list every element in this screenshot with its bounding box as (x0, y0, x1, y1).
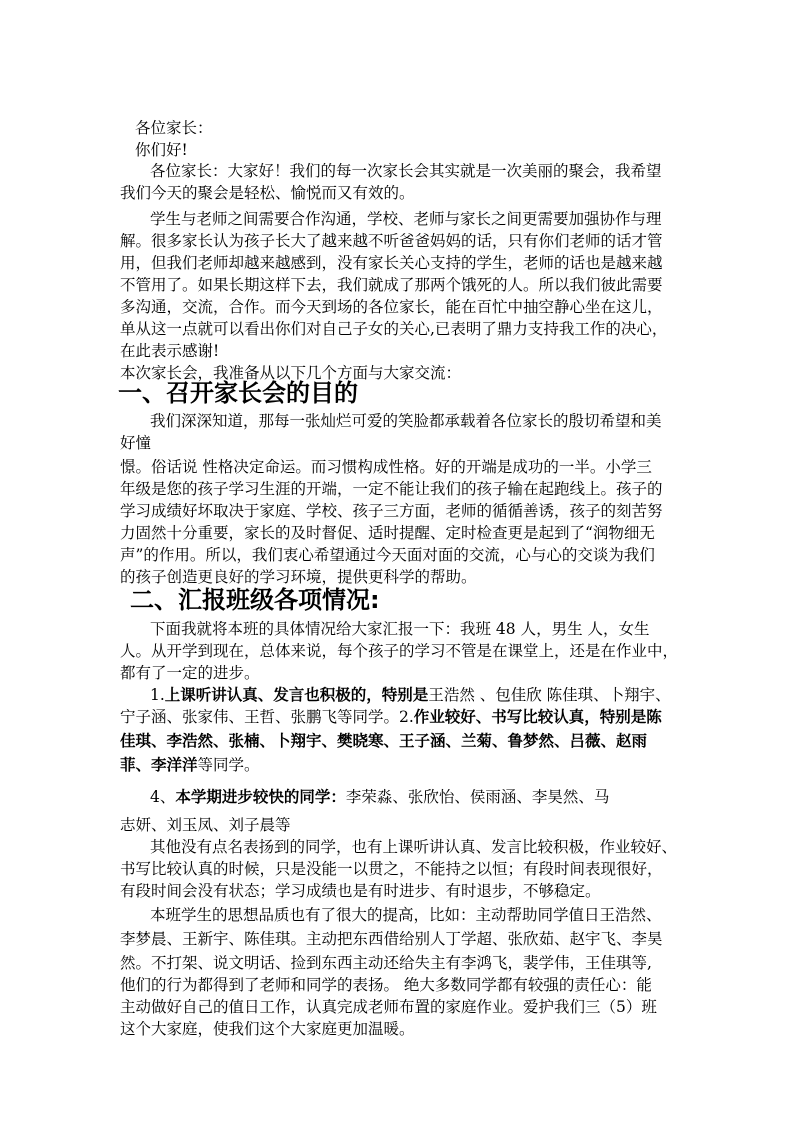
section-1-line-2: 好憧 (120, 434, 152, 452)
intro-paragraph-1-line-2: 我们今天的聚会是轻松、愉悦而又有效的。 (120, 184, 415, 202)
section-1-line-8: 的孩子创造更良好的学习环境，提供更科学的帮助。 (120, 568, 477, 586)
praise-item-4-line-2: 志妍、刘玉凤、刘子晨等 (120, 816, 291, 834)
praise-item-2-line-2 (120, 730, 647, 752)
section-1-line-3: 憬。俗话说 性格决定命运。而习惯构成性格。好的开端是成功的一半。小学三 (120, 458, 652, 476)
intro-paragraph-1-line-1: 各位家长：大家好！我们的每一次家长会其实就是一次美丽的聚会，我希望 (150, 162, 662, 180)
greeting-line-2: 你们好! (135, 141, 188, 159)
other-students-line-3: 有段时间会没有状态；学习成绩也是有时进步、有时退步，不够稳定。 (120, 882, 601, 900)
intro-paragraph-2-line-1: 学生与老师之间需要合作沟通，学校、老师与家长之间更需要加强协作与理 (150, 210, 662, 228)
praise-item-1-names-cont: 宁子涵、张家伟、王哲、张鹏飞等同学。2. (120, 708, 414, 726)
section-1-line-1: 我们深深知道，那每一张灿烂可爱的笑脸都承载着各位家长的殷切希望和美 (150, 412, 662, 430)
moral-quality-line-2: 李梦晨、王新宇、陈佳琪。主动把东西借给别人丁学超、张欣茹、赵宇飞、李昊 (120, 930, 663, 948)
moral-quality-line-5: 主动做好自己的值日工作，认真完成老师布置的家庭作业。爱护我们三（5）班 (120, 998, 657, 1016)
section-2-line-1: 下面我就将本班的具体情况给大家汇报一下：我班 48 人，男生 人，女生 (150, 620, 650, 638)
praise-item-4-title: 本学期进步较快的同学： (175, 788, 346, 806)
section-2-heading: 二、汇报班级各项情况: (130, 586, 380, 614)
intro-paragraph-2-line-3: 用，但我们老师却越来越感到，没有家长关心支持的学生，老师的话也是越来越 (120, 254, 663, 272)
section-1-line-6: 力固然十分重要，家长的及时督促、适时提醒、定时检查更是起到了“润物细无 (120, 524, 655, 542)
other-students-line-2: 书写比较认真的时候，只是没能一以贯之，不能持之以恒；有段时间表现很好， (120, 860, 663, 878)
praise-item-2-names: 佳琪、李浩然、张楠、卜翔宇、樊晓寒、王子涵、兰菊、鲁梦然、吕薇、赵雨 (120, 732, 648, 750)
section-1-heading: 一、召开家长会的目的 (118, 379, 358, 407)
moral-quality-line-6: 这个大家庭，使我们这个大家庭更加温暖。 (120, 1020, 415, 1038)
intro-paragraph-2-line-4: 不管用了。如果长期这样下去，我们就成了那两个饿死的人。所以我们彼此需要 (120, 276, 663, 294)
praise-item-1-title: 上课听讲认真、发言也积极的，特别是 (164, 686, 429, 704)
moral-quality-line-1: 本班学生的思想品质也有了很大的提高，比如：主动帮助同学值日王浩然、 (150, 906, 662, 924)
praise-item-4-number: 4、 (150, 788, 176, 806)
intro-paragraph-2-line-5: 多沟通，交流，合作。而今天到场的各位家长，能在百忙中抽空静心坐在这儿， (120, 298, 663, 316)
praise-item-4-line-1 (150, 786, 609, 808)
section-2-line-2: 人。从开学到现在，总体来说，每个孩子的学习不管是在课堂上，还是在作业中， (120, 642, 679, 660)
intro-paragraph-2-line-7: 在此表示感谢! (120, 342, 220, 360)
praise-item-4-names: 李荣淼、张欣怡、侯雨涵、李昊然、马 (345, 788, 610, 806)
moral-quality-line-4: 他们的行为都得到了老师和同学的表扬。 绝大多数同学都有较强的责任心：能 (120, 976, 652, 994)
intro-paragraph-3: 本次家长会，我准备从以下几个方面与大家交流： (120, 364, 462, 382)
praise-item-1-line-1 (150, 684, 671, 706)
praise-item-1-line-2 (120, 706, 662, 728)
greeting-line-1: 各位家长： (135, 119, 213, 137)
praise-item-2-names-cont: 菲、李洋洋 (120, 756, 198, 774)
intro-paragraph-2-line-2: 解。很多家长认为孩子长大了越来越不听爸爸妈妈的话，只有你们老师的话才管 (120, 232, 663, 250)
section-2-line-3: 都有了一定的进步。 (120, 664, 260, 682)
praise-item-1-names: 王浩然 、包佳欣 陈佳琪、卜翔宇、 (428, 686, 671, 704)
section-1-line-5: 学习成绩好坏取决于家庭、学校、孩子三方面，老师的循循善诱，孩子的刻苦努 (120, 502, 663, 520)
praise-item-2-title: 作业较好、书写比较认真，特别是陈 (413, 708, 662, 726)
praise-item-2-suffix: 等同学。 (197, 756, 260, 774)
praise-item-2-line-3 (120, 754, 260, 776)
section-1-line-7: 声”的作用。所以，我们衷心希望通过今天面对面的交流，心与心的交谈为我们 (120, 546, 655, 564)
other-students-line-1: 其他没有点名表扬到的同学，也有上课听讲认真、发言比较积极，作业较好、 (150, 838, 678, 856)
intro-paragraph-2-line-6: 单从这一点就可以看出你们对自己子女的关心,已表明了鼎力支持我工作的决心， (120, 320, 668, 338)
praise-item-1-number: 1. (150, 686, 165, 704)
section-1-line-4: 年级是您的孩子学习生涯的开端，一定不能让我们的孩子输在起跑线上。孩子的 (120, 480, 663, 498)
moral-quality-line-3: 然。不打架、说文明话、捡到东西主动还给失主有李鸿飞，裴学伟，王佳琪等, (120, 954, 652, 972)
